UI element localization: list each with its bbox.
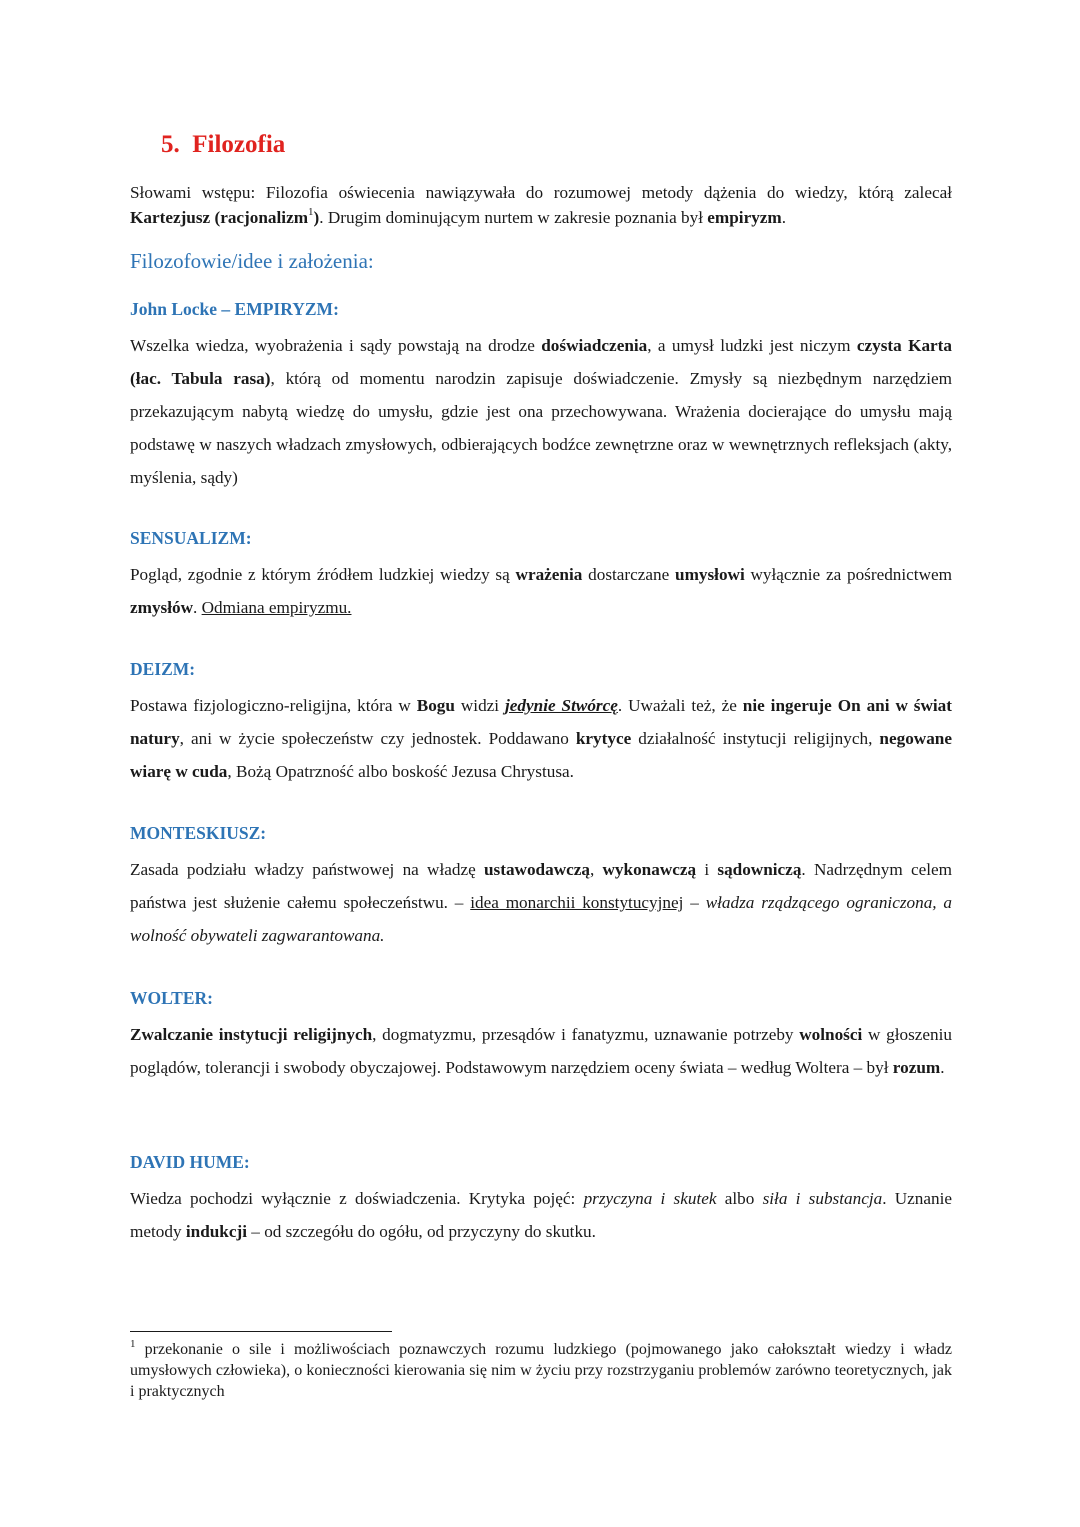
footnote-marker: 1 [130,1337,136,1350]
section-heading: WOLTER: [130,988,213,1008]
footnote-reference[interactable]: 1 [308,206,314,219]
intro-paragraph: Słowami wstępu: Filozofia oświecenia nawiązywała do rozumowej metody dążenia do wiedzy, którą zalecał Kartezjusz (racjonalizm$^1$). Drugim dominującym nurtem w zakresie poznania był empiryzm. [130,183,952,227]
section-body: Zasada podziału władzy państwowej na władzę ustawodawczą, wykonawczą i sądowniczą. Nadrzędnym celem państwa jest służenie całemu społeczeństwu. – idea monarchii konstytucyjnej – władza rządzącego ograniczona, a wolność obywateli zagwarantowana. [130,860,953,945]
chapter-name: Filozofia [192,131,286,158]
footnote-text: przekonanie o sile i możliwościach poznawczych rozumu ludzkiego (pojmowanego jako całokształt wiedzy i władz umysłowych człowieka), o konieczności kierowania się nim w życiu przy rozstrzyganiu problemów zarówno teoretycznych, jak i praktycznych [130,1341,952,1400]
section-body: Pogląd, zgodnie z którym źródłem ludzkiej wiedzy są wrażenia dostarczane umysłowi wyłącznie za pośrednictwem zmysłów. Odmiana empiryzmu. [130,565,952,617]
section-hume [130,1151,952,1248]
chapter-title [161,128,285,162]
section-subtitle: Filozofowie/idee i założenia: [130,249,374,273]
section-body: Wiedza pochodzi wyłącznie z doświadczenia. Krytyka pojęć: przyczyna i skutek albo siła i substancja. Uznanie metody indukcji – od szczegółu do ogółu, od przyczyny do skutku. [130,1189,953,1241]
section-heading: MONTESKIUSZ: [130,823,267,843]
section-locke [130,298,952,494]
chapter-number: 5. [161,131,180,158]
footnote-divider [130,1331,392,1332]
section-wolter [130,987,952,1084]
section-heading: DAVID HUME: [130,1152,250,1172]
section-deizm [130,658,952,788]
footnote [130,1339,952,1402]
section-body: Wszelka wiedza, wyobrażenia i sądy powstają na drodze doświadczenia, a umysł ludzki jest niczym czysta Karta (łac. Tabula rasa), którą od momentu narodzin zapisuje doświadczenie. Zmysły są niezbędnym narzędziem przekazującym nabytą wiedzę do umysłu, gdzie jest ona przechowywana. Wrażenia docierające do umysłu mają podstawę w naszych władzach zmysłowych, odbierających bodźce zewnętrzne oraz w wewnętrznych refleksjach (akty, myślenia, sądy) [130,336,953,487]
section-heading: SENSUALIZM: [130,528,252,548]
section-sensualizm [130,527,952,624]
section-heading: DEIZM: [130,659,196,679]
section-monteskiusz [130,822,952,952]
section-body: Postawa fizjologiczno-religijna, która w Bogu widzi jedynie Stwórcę. Uważali też, że nie ingeruje On ani w świat natury, ani w życie społeczeństw czy jednostek. Poddawano krytyce działalność instytucji religijnych, negowane wiarę w cuda, Bożą Opatrzność albo boskość Jezusa Chrystusa. [130,696,952,781]
section-body: Zwalczanie instytucji religijnych, dogmatyzmu, przesądów i fanatyzmu, uznawanie potrzeby wolności w głoszeniu poglądów, tolerancji i swobody obyczajowej. Podstawowym narzędziem oceny świata – według Woltera – był rozum. [130,1025,952,1077]
section-heading: John Locke – EMPIRYZM: [130,299,339,319]
